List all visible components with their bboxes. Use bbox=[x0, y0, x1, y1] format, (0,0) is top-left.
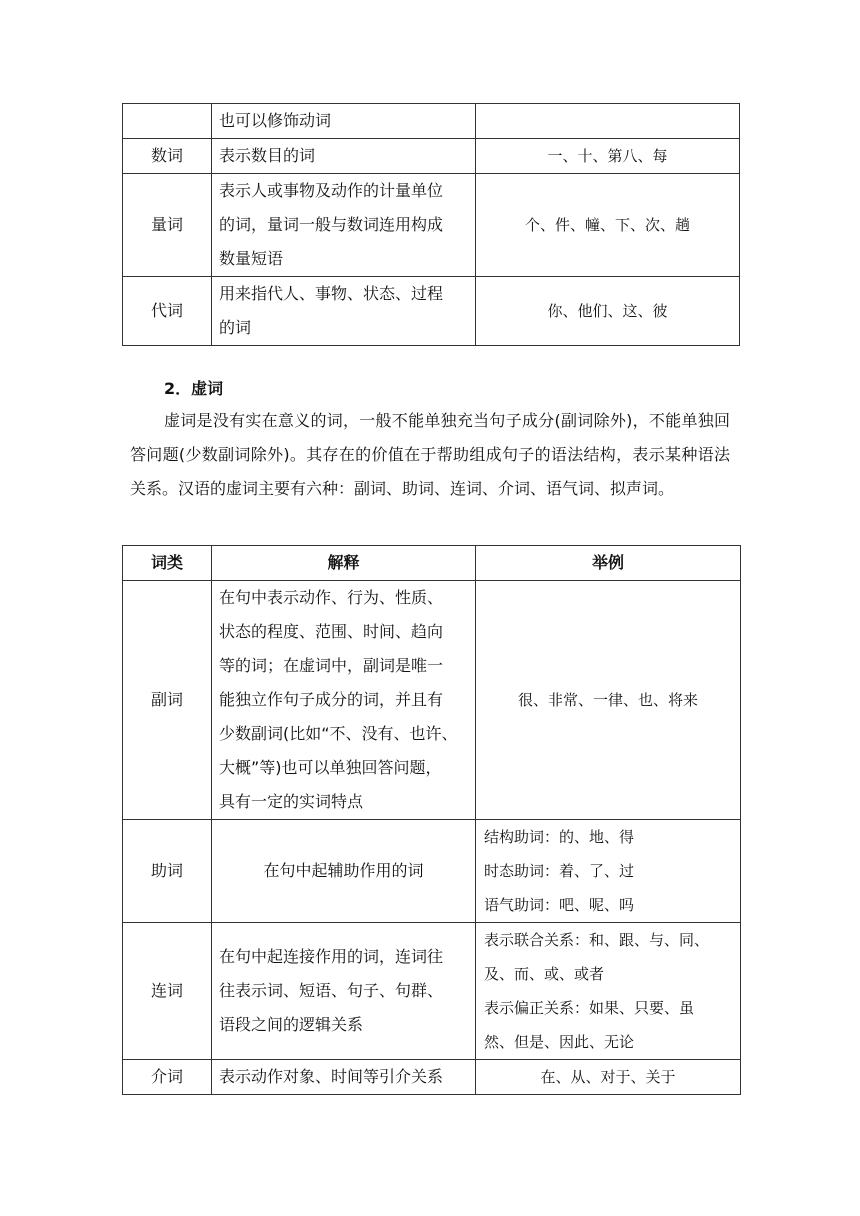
example-cell: 结构助词：的、地、得 时态助词：着、了、过 语气助词：吧、呢、吗 bbox=[476, 820, 741, 923]
word-class-cell: 代词 bbox=[123, 277, 212, 346]
header-example: 举例 bbox=[476, 546, 741, 581]
function-words-table bbox=[122, 545, 741, 1095]
section-heading: 2．虚词 bbox=[164, 379, 224, 398]
example-cell: 个、件、幢、下、次、趟 bbox=[476, 174, 740, 277]
explanation-cell: 在句中表示动作、行为、性质、 状态的程度、范围、时间、趋向 等的词；在虚词中，副词是唯一 能独立作句子成分的词，并且有 少数副词(比如“不、没有、也许、 大概”等)也可以单独回答问题， 具有一定的实词特点 bbox=[212, 581, 476, 820]
word-class-cell: 副词 bbox=[123, 581, 212, 820]
explanation-cell: 表示人或事物及动作的计量单位 的词，量词一般与数词连用构成 数量短语 bbox=[212, 174, 476, 277]
header-word-class: 词类 bbox=[123, 546, 212, 581]
word-class-cell: 连词 bbox=[123, 923, 212, 1060]
explanation-cell: 表示动作对象、时间等引介关系 bbox=[212, 1060, 476, 1095]
word-class-cell: 介词 bbox=[123, 1060, 212, 1095]
header-explanation: 解释 bbox=[212, 546, 476, 581]
table-row bbox=[123, 104, 740, 139]
word-class-cell bbox=[123, 104, 212, 139]
example-cell: 在、从、对于、关于 bbox=[476, 1060, 741, 1095]
explanation-cell: 在句中起辅助作用的词 bbox=[212, 820, 476, 923]
word-class-cell: 助词 bbox=[123, 820, 212, 923]
explanation-cell: 表示数目的词 bbox=[212, 139, 476, 174]
table-row bbox=[123, 820, 741, 923]
word-class-cell: 数词 bbox=[123, 139, 212, 174]
table-row bbox=[123, 923, 741, 1060]
example-cell: 一、十、第八、每 bbox=[476, 139, 740, 174]
section-paragraph: 虚词是没有实在意义的词，一般不能单独充当句子成分(副词除外)，不能单独回答问题(少数副词除外)。其存在的价值在于帮助组成句子的语法结构，表示某种语法关系。汉语的虚词主要有六种：副词、助词、连词、介词、语气词、拟声词。 bbox=[130, 411, 730, 498]
table-row bbox=[123, 139, 740, 174]
table-header-row bbox=[123, 546, 741, 581]
example-cell: 很、非常、一律、也、将来 bbox=[476, 581, 741, 820]
table-row bbox=[123, 581, 741, 820]
explanation-cell: 也可以修饰动词 bbox=[212, 104, 476, 139]
table-row bbox=[123, 1060, 741, 1095]
content-words-table bbox=[122, 103, 740, 346]
example-cell bbox=[476, 104, 740, 139]
explanation-cell: 在句中起连接作用的词，连词往 往表示词、短语、句子、句群、 语段之间的逻辑关系 bbox=[212, 923, 476, 1060]
example-cell: 表示联合关系：和、跟、与、同、 及、而、或、或者 表示偏正关系：如果、只要、虽 然、但是、因此、无论 bbox=[476, 923, 741, 1060]
explanation-cell: 用来指代人、事物、状态、过程 的词 bbox=[212, 277, 476, 346]
example-cell: 你、他们、这、彼 bbox=[476, 277, 740, 346]
table-row bbox=[123, 277, 740, 346]
table-row bbox=[123, 174, 740, 277]
word-class-cell: 量词 bbox=[123, 174, 212, 277]
